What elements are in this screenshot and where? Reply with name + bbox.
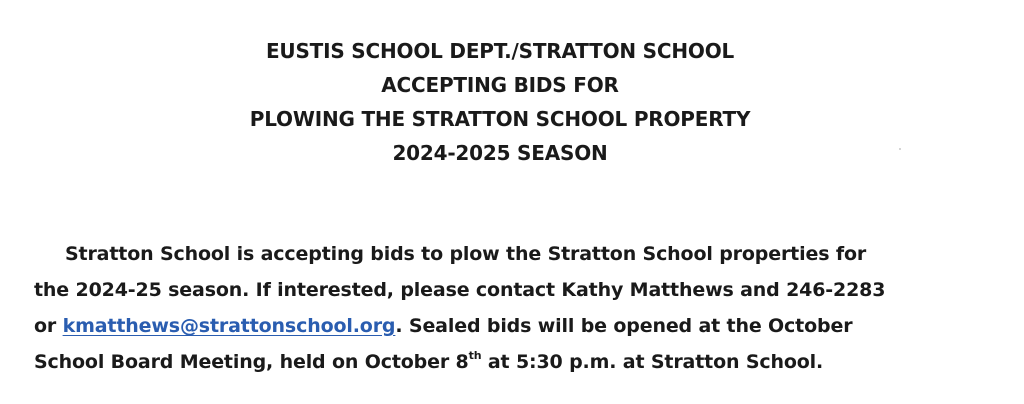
notice-line-1: Stratton School is accepting bids to plow the Stratton School properties for [65,243,867,265]
heading-line-accepting-bids: ACCEPTING BIDS FOR [381,73,619,97]
notice-line-3-suffix: . Sealed bids will be opened at the October [395,315,853,337]
notice-line-4 [34,344,994,380]
notice-line-4-suffix: at 5:30 p.m. at Stratton School. [481,351,824,373]
notice-line-2: the 2024-25 season. If interested, please contact Kathy Matthews and 246-2283 [34,279,886,301]
heading-line-plowing-property: PLOWING THE STRATTON SCHOOL PROPERTY [249,107,751,131]
notice-line-3 [34,308,994,344]
notice-line-4-prefix: School Board Meeting, held on October 8 [34,351,469,373]
notice-heading [0,34,1000,170]
notice-body [34,236,994,380]
ordinal-suffix: th [468,348,482,362]
heading-line-season: 2024-2025 SEASON [392,141,608,165]
notice-line-3-prefix: or [34,315,63,337]
scan-speck [899,148,901,150]
heading-line-organization: EUSTIS SCHOOL DEPT./STRATTON SCHOOL [265,39,735,63]
email-link[interactable]: kmatthews@strattonschool.org [62,315,396,337]
